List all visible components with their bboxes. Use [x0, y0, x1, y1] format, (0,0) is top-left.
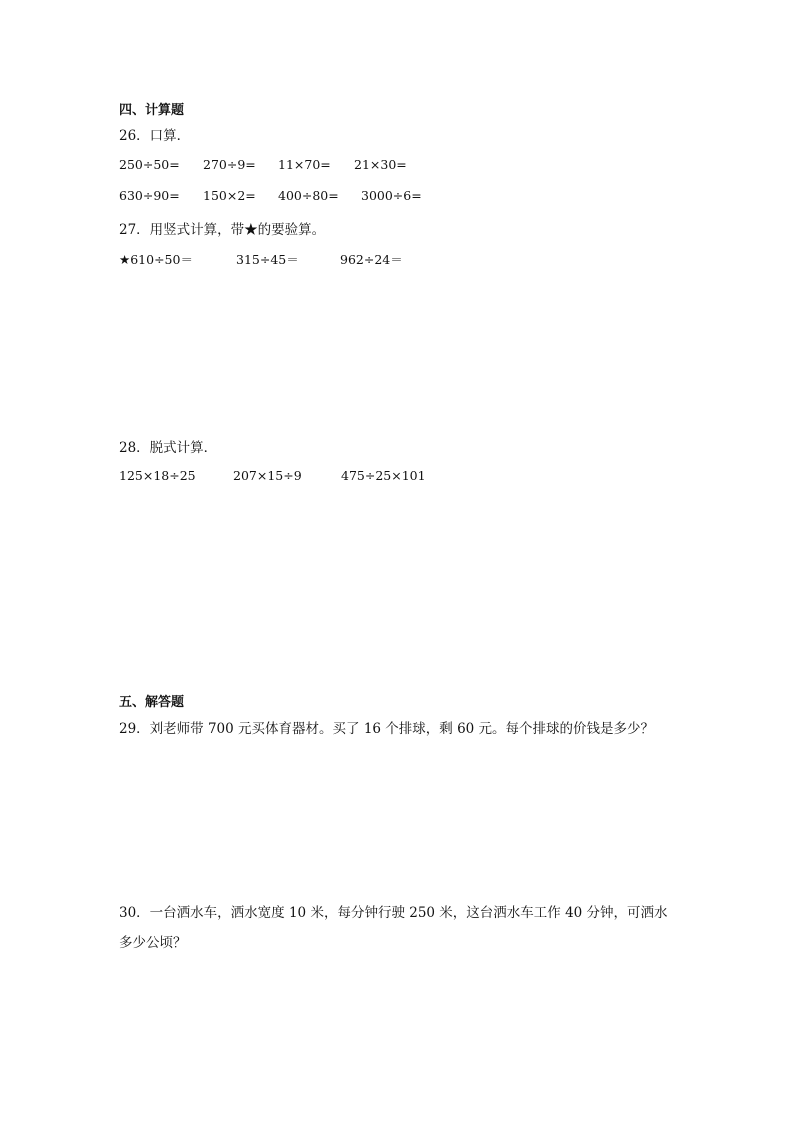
question-27-label: 27．用竖式计算，带★的要验算。: [119, 222, 326, 238]
q26-expr: 150×2=: [203, 188, 256, 203]
q26-expr: 270÷9=: [203, 157, 256, 172]
q27-expr: 962÷24＝: [340, 252, 403, 267]
question-29: 29．刘老师带 700 元买体育器材。买了 16 个排球，剩 60 元。每个排球的价钱是多少？: [119, 721, 655, 737]
section-4-title: 四、计算题: [119, 103, 185, 118]
q26-expr: 630÷90=: [119, 188, 180, 203]
section-5-title: 五、解答题: [119, 695, 185, 710]
q26-expr: 3000÷6=: [361, 188, 422, 203]
question-28-label: 28．脱式计算．: [119, 440, 218, 456]
q27-expr: 315÷45＝: [236, 252, 299, 267]
question-30: 30．一台洒水车，洒水宽度 10 米，每分钟行驶 250 米，这台洒水车工作 40 分钟，可洒水多少公顷？: [119, 905, 668, 951]
q26-expr: 250÷50=: [119, 157, 180, 172]
q26-expr: 11×70=: [278, 157, 331, 172]
q27-expr: ★610÷50＝: [119, 252, 193, 267]
q28-expr: 125×18÷25: [119, 468, 196, 483]
q28-expr: 207×15÷9: [233, 468, 302, 483]
q26-expr: 400÷80=: [278, 188, 339, 203]
question-26-label: 26．口算．: [119, 128, 191, 144]
q26-expr: 21×30=: [354, 157, 407, 172]
q28-expr: 475÷25×101: [341, 468, 426, 483]
